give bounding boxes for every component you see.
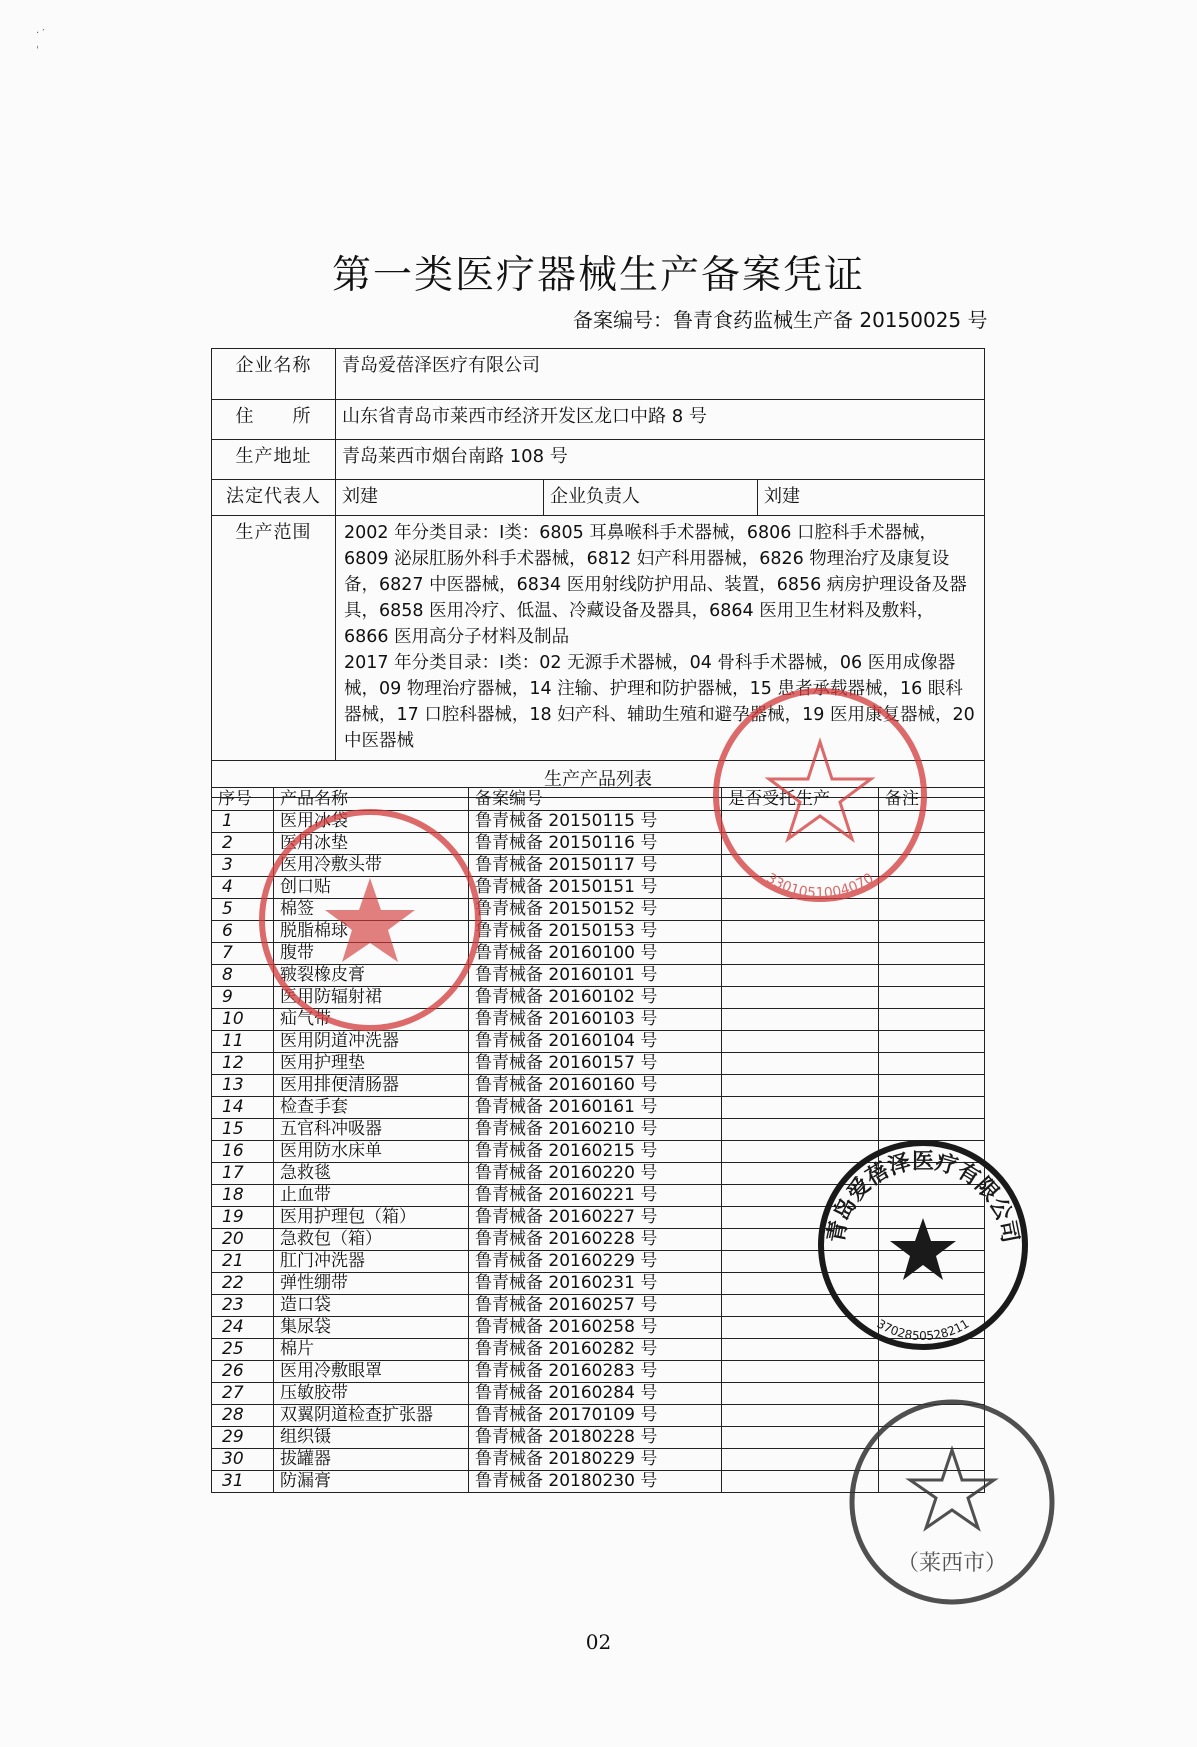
row-product-name: 医用冰垫 <box>274 833 469 855</box>
row-record-no: 鲁青械备 20160104 号 <box>469 1031 722 1053</box>
row-remarks <box>879 1009 985 1031</box>
row-seq: 27 <box>212 1383 274 1405</box>
header-record-no: 备案编号 <box>469 788 722 811</box>
scope-label: 生产范围 <box>212 516 336 761</box>
principal: 刘建 <box>758 480 985 516</box>
page-number: 02 <box>585 1630 612 1654</box>
row-product-name: 医用冰袋 <box>274 811 469 833</box>
row-entrusted <box>722 965 879 987</box>
scan-specks: · ′ ˌ <box>36 28 45 50</box>
row-record-no: 鲁青械备 20160227 号 <box>469 1207 722 1229</box>
row-seq: 23 <box>212 1295 274 1317</box>
star-icon <box>325 878 415 962</box>
row-entrusted <box>722 1075 879 1097</box>
row-seq: 20 <box>212 1229 274 1251</box>
row-seq: 1 <box>212 811 274 833</box>
row-record-no: 鲁青械备 20180230 号 <box>469 1471 722 1493</box>
row-remarks <box>879 943 985 965</box>
row-product-name: 拔罐器 <box>274 1449 469 1471</box>
row-product-name: 双翼阴道检查扩张器 <box>274 1405 469 1427</box>
seal-right-number: 3702850528211 <box>874 1316 972 1343</box>
star-icon <box>890 1218 956 1280</box>
row-seq: 28 <box>212 1405 274 1427</box>
company-seal-center <box>705 680 935 910</box>
row-record-no: 鲁青械备 20160100 号 <box>469 943 722 965</box>
row-product-name: 急救包（箱） <box>274 1229 469 1251</box>
legal-rep-label: 法定代表人 <box>212 480 336 516</box>
row-seq: 30 <box>212 1449 274 1471</box>
residence: 山东省青岛市莱西市经济开发区龙口中路 8 号 <box>336 400 985 440</box>
row-remarks <box>879 1361 985 1383</box>
row-remarks <box>879 1075 985 1097</box>
row-remarks <box>879 1053 985 1075</box>
row-product-name: 检查手套 <box>274 1097 469 1119</box>
seal-center-number: 3301051004070 <box>763 870 877 902</box>
row-record-no: 鲁青械备 20160102 号 <box>469 987 722 1009</box>
row-product-name: 弹性绷带 <box>274 1273 469 1295</box>
row-seq: 22 <box>212 1273 274 1295</box>
row-product-name: 腹带 <box>274 943 469 965</box>
principal-label: 企业负责人 <box>544 480 758 516</box>
row-record-no: 鲁青械备 20160257 号 <box>469 1295 722 1317</box>
scope-2017: 2017 年分类目录：Ⅰ类：02 无源手术器械，04 骨科手术器械，06 医用成像器械，09 物理治疗器械，14 注输、护理和防护器械，15 患者承载器械，16 眼科器械，17 口腔科器械，18 妇产科、辅助生殖和避孕器械，19 医用康复器械，20 中医器械 <box>344 653 975 751</box>
row-remarks <box>879 1097 985 1119</box>
row-record-no: 鲁青械备 20160282 号 <box>469 1339 722 1361</box>
row-seq: 13 <box>212 1075 274 1097</box>
seal-right-text: 青岛爱蓓泽医疗有限公司 <box>823 1149 1023 1245</box>
agency-seal-left <box>250 800 490 1040</box>
company-name: 青岛爱蓓泽医疗有限公司 <box>336 349 985 400</box>
row-record-no: 鲁青械备 20160220 号 <box>469 1163 722 1185</box>
seal-bottom-text: （莱西市） <box>896 1551 1008 1576</box>
row-entrusted <box>722 921 879 943</box>
header-seq: 序号 <box>212 788 274 811</box>
star-icon <box>769 742 871 839</box>
row-product-name: 压敏胶带 <box>274 1383 469 1405</box>
row-record-no: 鲁青械备 20160103 号 <box>469 1009 722 1031</box>
row-product-name: 五官科冲吸器 <box>274 1119 469 1141</box>
row-seq: 3 <box>212 855 274 877</box>
table-row <box>212 1075 985 1097</box>
row-product-name: 医用护理包（箱） <box>274 1207 469 1229</box>
row-remarks <box>879 921 985 943</box>
row-product-name: 脱脂棉球 <box>274 921 469 943</box>
row-entrusted <box>722 1097 879 1119</box>
row-remarks <box>879 965 985 987</box>
seal-ring <box>716 691 924 902</box>
row-record-no: 鲁青械备 20160231 号 <box>469 1273 722 1295</box>
row-seq: 26 <box>212 1361 274 1383</box>
row-record-no: 鲁青械备 20180229 号 <box>469 1449 722 1471</box>
header-remarks: 备注 <box>879 788 985 811</box>
row-record-no: 鲁青械备 20160228 号 <box>469 1229 722 1251</box>
row-entrusted <box>722 987 879 1009</box>
row-product-name: 医用防水床单 <box>274 1141 469 1163</box>
row-product-name: 集尿袋 <box>274 1317 469 1339</box>
row-record-no: 鲁青械备 20150117 号 <box>469 855 722 877</box>
agency-seal-bottom <box>842 1392 1062 1612</box>
svg-text:3301051004070 <box>763 870 876 901</box>
row-seq: 10 <box>212 1009 274 1031</box>
row-entrusted <box>722 1031 879 1053</box>
row-seq: 2 <box>212 833 274 855</box>
row-record-no: 鲁青械备 20160101 号 <box>469 965 722 987</box>
row-seq: 6 <box>212 921 274 943</box>
row-product-name: 皲裂橡皮膏 <box>274 965 469 987</box>
company-name-label: 企业名称 <box>212 349 336 400</box>
table-row <box>212 1361 985 1383</box>
row-record-no: 鲁青械备 20150116 号 <box>469 833 722 855</box>
row-seq: 12 <box>212 1053 274 1075</box>
row-product-name: 医用排便清肠器 <box>274 1075 469 1097</box>
company-seal-right <box>808 1130 1038 1360</box>
row-record-no: 鲁青械备 20160161 号 <box>469 1097 722 1119</box>
row-record-no: 鲁青械备 20160284 号 <box>469 1383 722 1405</box>
row-remarks <box>879 1031 985 1053</box>
row-seq: 14 <box>212 1097 274 1119</box>
row-seq: 16 <box>212 1141 274 1163</box>
row-product-name: 医用冷敷眼罩 <box>274 1361 469 1383</box>
row-seq: 21 <box>212 1251 274 1273</box>
row-entrusted <box>722 1361 879 1383</box>
row-product-name: 创口贴 <box>274 877 469 899</box>
row-seq: 9 <box>212 987 274 1009</box>
scope-2002: 2002 年分类目录：Ⅰ类：6805 耳鼻喉科手术器械，6806 口腔科手术器械，6809 泌尿肛肠外科手术器械，6812 妇产科用器械，6826 物理治疗及康复设备，6827 中医器械，6834 医用射线防护用品、装置，6856 病房护理设备及器具，6858 医用冷疗、低温、冷藏设备及器具，6864 医用卫生材料及敷料，6866 医用高分子材料及制品 <box>344 523 967 647</box>
row-record-no: 鲁青械备 20160229 号 <box>469 1251 722 1273</box>
row-record-no: 鲁青械备 20150153 号 <box>469 921 722 943</box>
row-record-no: 鲁青械备 20150115 号 <box>469 811 722 833</box>
row-record-no: 鲁青械备 20160160 号 <box>469 1075 722 1097</box>
row-product-name: 组织镊 <box>274 1427 469 1449</box>
row-record-no: 鲁青械备 20160283 号 <box>469 1361 722 1383</box>
production-site-label: 生产地址 <box>212 440 336 480</box>
row-product-name: 造口袋 <box>274 1295 469 1317</box>
row-product-name: 防漏膏 <box>274 1471 469 1493</box>
row-entrusted <box>722 943 879 965</box>
product-list-title: 生产产品列表 <box>212 761 985 798</box>
row-seq: 15 <box>212 1119 274 1141</box>
row-seq: 29 <box>212 1427 274 1449</box>
residence-label: 住 所 <box>212 400 336 440</box>
row-product-name: 棉片 <box>274 1339 469 1361</box>
row-record-no: 鲁青械备 20160258 号 <box>469 1317 722 1339</box>
row-product-name: 医用护理垫 <box>274 1053 469 1075</box>
row-seq: 24 <box>212 1317 274 1339</box>
row-record-no: 鲁青械备 20180228 号 <box>469 1427 722 1449</box>
row-record-no: 鲁青械备 20160215 号 <box>469 1141 722 1163</box>
row-product-name: 医用防辐射裙 <box>274 987 469 1009</box>
row-record-no: 鲁青械备 20160221 号 <box>469 1185 722 1207</box>
row-product-name: 肛门冲洗器 <box>274 1251 469 1273</box>
row-seq: 17 <box>212 1163 274 1185</box>
row-product-name: 急救毯 <box>274 1163 469 1185</box>
row-seq: 31 <box>212 1471 274 1493</box>
row-record-no: 鲁青械备 20160157 号 <box>469 1053 722 1075</box>
row-seq: 25 <box>212 1339 274 1361</box>
row-seq: 7 <box>212 943 274 965</box>
row-record-no: 鲁青械备 20150151 号 <box>469 877 722 899</box>
row-record-no: 鲁青械备 20150152 号 <box>469 899 722 921</box>
row-seq: 4 <box>212 877 274 899</box>
row-record-no: 鲁青械备 20160210 号 <box>469 1119 722 1141</box>
row-entrusted <box>722 1009 879 1031</box>
row-seq: 8 <box>212 965 274 987</box>
row-seq: 11 <box>212 1031 274 1053</box>
row-record-no: 鲁青械备 20170109 号 <box>469 1405 722 1427</box>
table-row <box>212 1097 985 1119</box>
row-product-name: 棉签 <box>274 899 469 921</box>
row-product-name: 医用阴道冲洗器 <box>274 1031 469 1053</box>
row-seq: 18 <box>212 1185 274 1207</box>
row-remarks <box>879 987 985 1009</box>
row-entrusted <box>722 1053 879 1075</box>
row-seq: 19 <box>212 1207 274 1229</box>
row-seq: 5 <box>212 899 274 921</box>
table-row <box>212 1053 985 1075</box>
star-icon <box>910 1450 994 1528</box>
row-product-name: 医用冷敷头带 <box>274 855 469 877</box>
header-product-name: 产品名称 <box>274 788 469 811</box>
header-entrusted: 是否受托生产 <box>722 788 879 811</box>
page-title: 第一类医疗器械生产备案凭证 <box>331 253 865 298</box>
production-site: 青岛莱西市烟台南路 108 号 <box>336 440 985 480</box>
record-number: 备案编号：鲁青食药监械生产备 20150025 号 <box>573 308 988 332</box>
row-product-name: 疝气带 <box>274 1009 469 1031</box>
legal-rep: 刘建 <box>336 480 544 516</box>
row-product-name: 止血带 <box>274 1185 469 1207</box>
